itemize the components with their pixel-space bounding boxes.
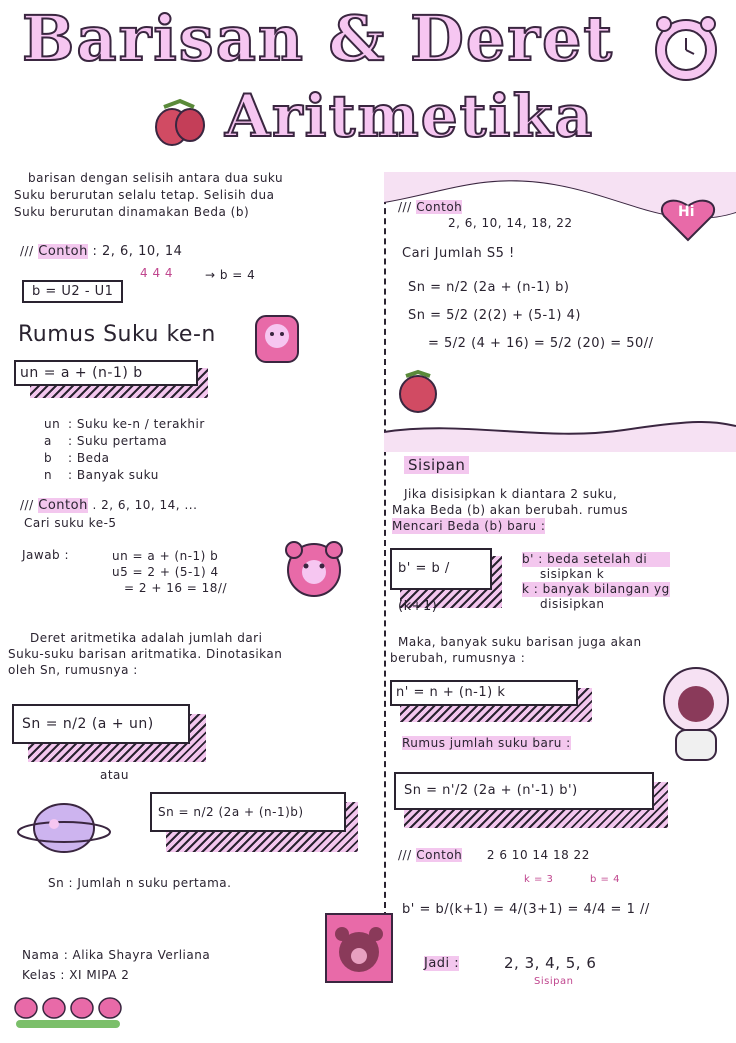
contoh2-row: /// Contoh . 2, 6, 10, 14, ... (20, 498, 198, 513)
column-divider (384, 178, 386, 918)
atau-label: atau (100, 768, 130, 782)
beda-formula-box: b = U2 - U1 (22, 280, 123, 303)
contoh1-diffs: 4 4 4 (140, 266, 174, 280)
sn-description: Sn : Jumlah n suku pertama. (48, 876, 232, 890)
r-contoh2-row: /// Contoh 2 6 10 14 18 22 (398, 848, 590, 862)
sn-new-formula-box: Sn = n'/2 (2a + (n'-1) b') (394, 772, 654, 810)
tulip-row-icon (12, 996, 132, 1032)
strawberry-sticker-icon (150, 95, 210, 150)
contoh1-row: /// Contoh : 2, 6, 10, 14 (20, 244, 183, 259)
planet-sticker-icon (14, 796, 114, 862)
bear-face-sticker-icon (282, 540, 346, 598)
contoh1-seq: : 2, 6, 10, 14 (92, 244, 183, 259)
maka-text: Maka, banyak suku barisan juga akan berubah, rumusnya : (390, 635, 642, 665)
rumus-formula-box: un = a + (n-1) b (14, 360, 198, 386)
student-class: Kelas : XI MIPA 2 (22, 968, 130, 982)
clock-sticker-icon (652, 14, 720, 82)
bprime-formula-box: b' = b / (k+1) (390, 548, 492, 590)
contoh1-label: Contoh (38, 244, 88, 259)
page-title-line1: Barisan & Deret (22, 2, 615, 75)
wave-divider (384, 412, 736, 452)
bprime-desc: b' : beda setelah di sisipkan k k : banyak bilangan yg disisipkan (522, 552, 670, 611)
deret-intro: Deret aritmetika adalah jumlah dari Suku-suku barisan aritmatika. Dinotasikan oleh Sn, rumusnya : (8, 631, 283, 677)
r-contoh-question: Cari Jumlah S5 ! (402, 246, 515, 261)
jadi-sub: Sisipan (534, 976, 574, 987)
sisipan-title: Sisipan (404, 456, 469, 474)
sn-formula2-box: Sn = n/2 (2a + (n-1)b) (150, 792, 346, 832)
bear-sticker-icon (252, 308, 302, 366)
astronaut-bear-sticker-icon (660, 664, 732, 764)
r-calc: Sn = n/2 (2a + (n-1) b) Sn = 5/2 (2(2) + (5-1) 4) = 5/2 (4 + 16) = 5/2 (20) = 50// (408, 280, 654, 351)
jadi-label: Jadi : (424, 956, 460, 971)
student-name: Nama : Alika Shayra Verliana (22, 948, 211, 962)
r-contoh-seq: 2, 6, 10, 14, 18, 22 (448, 216, 573, 230)
jadi-seq: 2, 3, 4, 5, 6 (504, 954, 597, 972)
nprime-formula-box: n' = n + (n-1) k (390, 680, 578, 706)
r-contoh2-b: b = 4 (590, 874, 620, 885)
jawab-lines: un = a + (n-1) b u5 = 2 + (5-1) 4 = 2 + 16 = 18// (112, 549, 227, 595)
strawberry-icon (396, 368, 440, 414)
legend-list: un : Suku ke-n / terakhir a : Suku pertama b : Beda n : Banyak suku (44, 417, 205, 482)
bear-photo-sticker-icon (324, 912, 394, 984)
page-title-line2: Aritmetika (225, 82, 595, 150)
jawab-label: Jawab : (22, 548, 70, 562)
r-contoh2-k: k = 3 (524, 874, 554, 885)
sn-formula1-box: Sn = n/2 (a + un) (12, 704, 190, 744)
rumus-suku-title: Rumus Suku ke-n (18, 322, 216, 347)
rumus-jumlah-label: Rumus jumlah suku baru : (402, 736, 571, 750)
contoh2-question: Cari suku ke-5 (24, 516, 117, 530)
r-contoh-row: /// Contoh (398, 200, 463, 214)
hi-heart-sticker-icon: Hi (660, 196, 716, 242)
b-calc: b' = b/(k+1) = 4/(3+1) = 4/4 = 1 // (402, 902, 650, 917)
contoh1-result: → b = 4 (205, 268, 256, 282)
sisipan-text: Jika disisipkan k diantara 2 suku, Maka Beda (b) akan berubah. rumus Mencari Beda (b) baru : (392, 487, 629, 533)
intro-text: barisan dengan selisih antara dua suku Suku berurutan selalu tetap. Selisih dua Suku berurutan dinamakan Beda (b) (14, 171, 284, 219)
